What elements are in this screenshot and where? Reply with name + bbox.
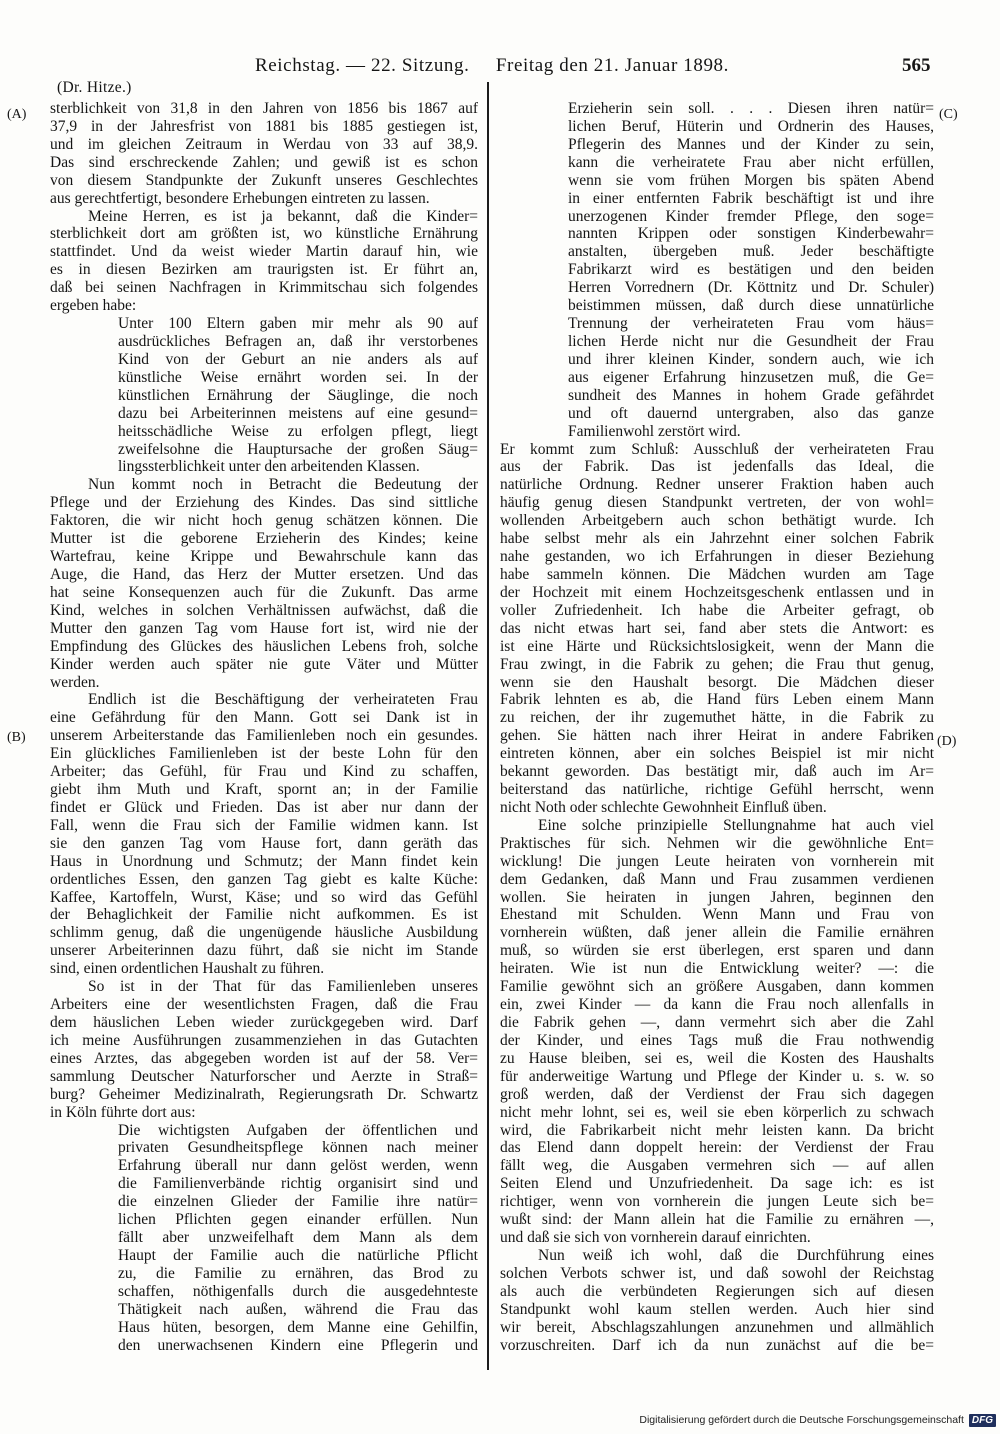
text-line: lingssterblichkeit unter den arbeitenden Klassen. <box>118 458 420 476</box>
text-line: Haus in Unordnung und Schmutz; der Mann findet kein <box>50 852 478 870</box>
text-line: Wartefrau, keine Krippe und Bewahrschule kann das <box>50 548 478 566</box>
text-line: dazu bei Arbeiterinnen meistens auf eine gesund= <box>118 404 478 422</box>
text-line: dem häuslichen Leben wieder zurückgegeben wird. Darf <box>50 1014 478 1032</box>
text-line: wicklung! Die jungen Leute heiraten von vornherein mit <box>500 852 934 870</box>
text-line: habe sammeln können. Die Mädchen wurden am Tage <box>500 565 934 583</box>
text-line: findet er Glück und Frieden. Das ist aber nur dann der <box>50 798 478 816</box>
text-line: Fabrikarzt wird es bestätigen und den beiden <box>568 261 934 279</box>
text-line: Arbeiters eine der wesentlichsten Fragen, daß die Frau <box>50 996 478 1014</box>
text-line: aus eigener Erfahrung hinzusetzen muß, die Ge= <box>568 368 934 386</box>
block-quote <box>118 1122 478 1355</box>
left-text-column <box>50 100 478 1355</box>
running-head-session: Reichstag. — 22. Sitzung. <box>255 55 470 76</box>
text-line: natürliche Ordnung. Redner unserer Fraktion haben auch <box>500 476 934 494</box>
text-line: lichen Herde nicht nur die Gesundheit der Frau <box>568 332 934 350</box>
text-line: zweifelsohne die Hauptursache der großen Säug= <box>118 440 478 458</box>
text-line: kann die verheiratete Frau aber nicht erfüllen, <box>568 153 934 171</box>
text-line: Die wichtigsten Aufgaben der öffentlichen und <box>118 1121 478 1139</box>
text-line: wir bereit, Abschlagszahlungen anzunehmen und allmählich <box>500 1318 934 1336</box>
margin-marker-b: (B) <box>7 730 26 745</box>
paragraph <box>50 691 478 978</box>
text-line: sie den ganzen Tag vom Hause fort, dann geräth das <box>50 834 478 852</box>
text-line: 37,9 in der Jahresfrist von 1881 bis 1885 gestiegen ist, <box>50 117 478 135</box>
text-line: lichen Pflichten gegen einander erfüllen. Nun <box>118 1211 478 1229</box>
text-line: unserer Arbeiterinnen dazu führt, daß sie nicht im Stande <box>50 942 478 960</box>
text-line: sterblichkeit dort am größten ist, wo künstliche Ernährung <box>50 225 478 243</box>
running-head <box>255 55 729 77</box>
paragraph <box>500 441 934 817</box>
text-line: habe selbst mehr als ein Jahrzehnt einer solchen Fabrik <box>500 530 934 548</box>
text-line: ausdrückliches Befragen an, daß ihr verstorbenes <box>118 332 478 350</box>
text-line: und ihrer kleinen Kinder, sondern auch, wie ich <box>568 350 934 368</box>
paragraph <box>50 978 478 1121</box>
text-line: hat seine Konsequenzen auch für die Zukunft. Das arme <box>50 583 478 601</box>
text-line: Ein glückliches Familienleben ist der beste Lohn für den <box>50 745 478 763</box>
text-line: fällt aber unzweifelhaft dem Mann als dem <box>118 1229 478 1247</box>
text-line: nicht Noth oder schlechte Gewohnheit Einfluß üben. <box>500 798 827 816</box>
text-line: richtiger, wenn von vornherein die jungen Leute sich be= <box>500 1193 934 1211</box>
paragraph <box>50 208 478 316</box>
text-line: So ist in der That für das Familienleben unseres <box>88 978 478 996</box>
text-line: Eine solche prinzipielle Stellungnahme hat auch viel <box>538 816 934 834</box>
text-line: Thätigkeit nach außen, während die Frau das <box>118 1300 478 1318</box>
text-line: ist eine Härte und Rücksichtslosigkeit, wenn der Mann die <box>500 637 934 655</box>
speaker-name: (Dr. Hitze.) <box>57 79 132 96</box>
text-line: Mutter ist die geborene Erzieherin des Kindes; keine <box>50 530 478 548</box>
text-line: nahe gestanden, wo ich Erfahrungen in dieser Beziehung <box>500 548 934 566</box>
text-line: in Köln führte dort aus: <box>50 1103 196 1121</box>
text-line: Seiten Elend und Unzufriedenheit. Da sage ich: es ist <box>500 1175 934 1193</box>
text-line: Ehestand mit Schulden. Wenn Mann und Frau von <box>500 906 934 924</box>
text-line: künstliche Weise ernährt worden sei. In der <box>118 368 478 386</box>
text-line: künstlichen Ernährung der Säuglinge, die noch <box>118 386 478 404</box>
text-line: sundheit des Mannes in hohem Grade gefährdet <box>568 386 934 404</box>
text-line: lichen Beruf, Hüterin und Ordnerin des Hauses, <box>568 117 934 135</box>
text-line: bekannt geworden. Das bestätigt mir, daß auch im Ar= <box>500 763 934 781</box>
text-line: wollen. Sie heiraten in jungen Jahren, beginnen den <box>500 888 934 906</box>
text-line: fällt weg, die Ausgaben vermehren sich — auf allen <box>500 1157 934 1175</box>
text-line: dem Gedanken, daß Mann und Frau zusammen verdienen <box>500 870 934 888</box>
text-line: Familienwohl zerstört wird. <box>568 422 741 440</box>
text-line: eine Gefährdung für den Mann. Gott sei Dank ist in <box>50 709 478 727</box>
text-line: Kinder werden auch später nie gute Väter und Mütter <box>50 655 478 673</box>
text-line: beistimmen müssen, daß durch diese unnatürliche <box>568 297 934 315</box>
text-line: solchen Verbots schwer ist, und daß sowohl der Reichstag <box>500 1264 934 1282</box>
text-line: häufig genug diesen Standpunkt vertreten, der von wohl= <box>500 494 934 512</box>
text-line: Trennung der verheirateten Frau vom häus= <box>568 315 934 333</box>
paragraph <box>500 817 934 1247</box>
text-line: nicht mehr lohnt, sei es, weil sie eben körperlich zu schwach <box>500 1103 934 1121</box>
running-head-date: Freitag den 21. Januar 1898. <box>495 55 729 76</box>
text-line: Endlich ist die Beschäftigung der verheirateten Frau <box>88 691 478 709</box>
text-line: eines Arztes, das abgegeben worden ist auf der 58. Ver= <box>50 1049 478 1067</box>
text-line: wenn sie vom frühen Morgen bis späten Abend <box>568 171 934 189</box>
text-line: die einzelnen Glieder der Familie ihre natür= <box>118 1193 478 1211</box>
text-line: die Familienverbände richtig organisirt sind und <box>118 1175 478 1193</box>
text-line: eintreten können, aber ein solches Beispiel ist mir nicht <box>500 745 934 763</box>
text-line: werden. <box>50 673 100 691</box>
text-line: Familie gewöhnt sich an größere Ausgaben, dann kommen <box>500 978 934 996</box>
text-line: in einer entfernten Fabrik beschäftigt ist und ihre <box>568 189 934 207</box>
text-line: voller Zufriedenheit. Ich habe die Arbeiter gefragt, ob <box>500 601 934 619</box>
text-line: Er kommt zum Schluß: Ausschluß der verheirateten Frau <box>500 440 934 458</box>
paragraph <box>500 1247 934 1355</box>
dfg-logo: DFG <box>969 1414 996 1427</box>
text-line: das Elend dann doppelt herein: der Verdienst der Frau <box>500 1139 934 1157</box>
text-line: giebt ihm Muth und Kraft, spornt an; in der Familie <box>50 781 478 799</box>
text-line: unerzogenen Kinder fremder Pflege, den soge= <box>568 207 934 225</box>
text-line: der Behaglichkeit der Familie nicht aufkommen. Es ist <box>50 906 478 924</box>
text-line: heiraten. Wie ist nun die Entwicklung weiter? —: die <box>500 960 934 978</box>
text-line: sammlung Deutscher Naturforscher und Aerzte in Straß= <box>50 1067 478 1085</box>
text-line: Standpunkt wohl kaum stellen werden. Auch hier sind <box>500 1300 934 1318</box>
text-line: die Fabrik gehen —, dann vermehrt sich aber die Zahl <box>500 1014 934 1032</box>
text-line: ordentliches Essen, den ganzen Tag giebt es kalte Küche: <box>50 870 478 888</box>
text-line: anstalten, übergeben muß. Jeder beschäftigte <box>568 243 934 261</box>
margin-marker-c: (C) <box>939 107 958 122</box>
text-line: zu, die Familie zu ernähren, das Brod zu <box>118 1264 478 1282</box>
text-line: der Kinder, und eines Tags muß die Frau nothwendig <box>500 1031 934 1049</box>
text-line: schlimm genug, daß die ungenügende häusliche Ausbildung <box>50 924 478 942</box>
text-line: für anderweitige Wartung und Pflege der Kinder u. s. w. so <box>500 1067 934 1085</box>
text-line: Erzieherin sein soll. . . . Diesen ihren natür= <box>568 100 934 117</box>
text-line: burg? Geheimer Medizinalrath, Regierungsrath Dr. Schwartz <box>50 1085 478 1103</box>
text-line: ergeben habe: <box>50 297 137 315</box>
text-line: Nun kommt noch in Betracht die Bedeutung der <box>88 476 478 494</box>
text-line: Faktoren, die wir nicht hoch genug schätzen können. Die <box>50 512 478 530</box>
page-number: 565 <box>902 55 931 76</box>
text-line: Haupt der Familie auch die natürliche Pflicht <box>118 1247 478 1264</box>
text-line: aus der Fabrik. Das ist jedenfalls das Ideal, die <box>500 458 934 476</box>
text-line: Das sind erschreckende Zahlen; und gewiß ist es schon <box>50 153 478 171</box>
text-line: Arbeiter; das Gefühl, für Frau und Kind zu schaffen, <box>50 763 478 781</box>
right-text-column <box>500 100 934 1355</box>
text-line: Haus hüten, besorgen, dem Manne eine Gehilfin, <box>118 1318 478 1336</box>
footer-credit-text: Digitalisierung gefördert durch die Deutsche Forschungsgemeinschaft <box>639 1414 964 1426</box>
text-line: wollenden Arbeitgebern auch schon bethätigt wurde. Ich <box>500 512 934 530</box>
text-line: unserem Arbeiterstande das Familienleben noch ein gesundes. <box>50 727 478 745</box>
text-line: Nun weiß ich wohl, daß die Durchführung eines <box>538 1247 934 1264</box>
text-line: Mutter den ganzen Tag vom Hause fort ist, wird nie der <box>50 619 478 637</box>
text-line: ich meine Ausführungen zusammenziehen in das Gutachten <box>50 1031 478 1049</box>
text-line: als auch die verbündeten Regierungen sich auf diesen <box>500 1282 934 1300</box>
text-line: Kaffee, Kartoffeln, Wurst, Käse; und so wird das Gefühl <box>50 888 478 906</box>
text-line: von diesem Standpunkte der Zukunft unseres Geschlechtes <box>50 171 478 189</box>
text-line: Auge, die Hand, das Herz der Mutter ersetzen. Und das <box>50 565 478 583</box>
text-line: es in diesen Bezirken am traurigsten ist. Er führt an, <box>50 261 478 279</box>
text-line: und im gleichen Zeitraum in Werdau von 33 auf 38,9. <box>50 135 478 153</box>
text-line: beiterstand das natürliche, richtige Gefühl herrscht, wenn <box>500 781 934 799</box>
text-line: heitsschädliche Weise zu erfolgen pflegt, liegt <box>118 422 478 440</box>
text-line: Meine Herren, es ist ja bekannt, daß die Kinder= <box>88 207 478 225</box>
text-line: Empfindung des Glückes des häuslichen Lebens froh, solche <box>50 637 478 655</box>
paragraph <box>50 100 478 208</box>
text-line: den unerwachsenen Kindern eine Pflegerin und <box>118 1336 478 1354</box>
margin-marker-d: (D) <box>937 734 957 749</box>
text-line: Fabrik lehnten es ab, die Hand fürs Leben einem Mann <box>500 691 934 709</box>
text-line: wenn sie den Haushalt besorgt. Die Mädchen dieser <box>500 673 934 691</box>
text-line: aus gerechtfertigt, besondere Erhebungen eintreten zu lassen. <box>50 189 430 207</box>
text-line: groß werden, daß der Verdienst der Frau sich dagegen <box>500 1085 934 1103</box>
block-quote <box>568 100 934 441</box>
text-line: sterblichkeit von 31,8 in den Jahren von 1856 bis 1867 auf <box>50 100 478 117</box>
text-line: und oft dauernd untergraben, also das ganze <box>568 404 934 422</box>
text-line: nannten Krippen oder sonstigen Kinderbewahr= <box>568 225 934 243</box>
column-divider <box>487 82 489 1370</box>
digitization-credit <box>639 1412 996 1428</box>
text-line: daß bei seinen Nachfragen in Krimmitschau sich folgendes <box>50 279 478 297</box>
text-line: sind, einen ordentlichen Haushalt zu führen. <box>50 960 325 978</box>
margin-marker-a: (A) <box>7 107 27 122</box>
text-line: gehen. Sie hätten nach ihrer Heirat in andere Fabriken <box>500 727 934 745</box>
text-line: Kind von der Geburt an nie anders als auf <box>118 350 478 368</box>
text-line: wird, die Fabrikarbeit nicht mehr leisten kann. Da bricht <box>500 1121 934 1139</box>
paragraph <box>50 476 478 691</box>
text-line: Kind, welches in solchen Verhältnissen aufwächst, daß die <box>50 601 478 619</box>
text-line: ein, zwei Kinder — da kann die Frau noch allenfalls in <box>500 996 934 1014</box>
text-line: wußt sind: der Mann allein hat die Familie zu ernähren —, <box>500 1211 934 1229</box>
text-line: Herren Vorrednern (Dr. Köttnitz und Dr. Schuler) <box>568 279 934 297</box>
text-line: vornherein wüßten, daß jener allein die Familie ernähren <box>500 924 934 942</box>
text-line: das nicht etwas hart sei, fand aber stets die Antwort: es <box>500 619 934 637</box>
text-line: und daß sie sich von vornherein darauf einrichten. <box>500 1229 811 1247</box>
text-line: schaffen, nöthigenfalls durch die ausgedehnteste <box>118 1282 478 1300</box>
text-line: zu Hause bleiben, sei es, weil die Kosten des Haushalts <box>500 1049 934 1067</box>
text-line: vorzuschreiten. Darf ich da nun zunächst auf die be= <box>500 1336 934 1354</box>
text-line: Praktisches für sich. Nehmen wir die gewöhnliche Ent= <box>500 834 934 852</box>
text-line: der Hochzeit mit einem Hochzeitsgeschenk entlassen und in <box>500 583 934 601</box>
text-line: Fall, wenn die Frau sich der Familie widmen kann. Ist <box>50 816 478 834</box>
text-line: Pflegerin des Mannes und der Kinder zu sein, <box>568 135 934 153</box>
text-line: Pflege und der Erziehung des Kindes. Das sind sittliche <box>50 494 478 512</box>
text-line: stattfindet. Und da weist wieder Martin darauf hin, wie <box>50 243 478 261</box>
block-quote <box>118 315 478 476</box>
text-line: muß, so würden sie erst überlegen, erst sparen und dann <box>500 942 934 960</box>
text-line: Erfahrung überall nur dann gelöst werden, wenn <box>118 1157 478 1175</box>
text-line: zu reichen, der ihr zugemuthet hätte, in die Fabrik zu <box>500 709 934 727</box>
text-line: Frau zwingt, in die Fabrik zu gehen; die Frau thut genug, <box>500 655 934 673</box>
text-line: privaten Gesundheitspflege können nach meiner <box>118 1139 478 1157</box>
text-line: Unter 100 Eltern gaben mir mehr als 90 auf <box>118 315 478 333</box>
